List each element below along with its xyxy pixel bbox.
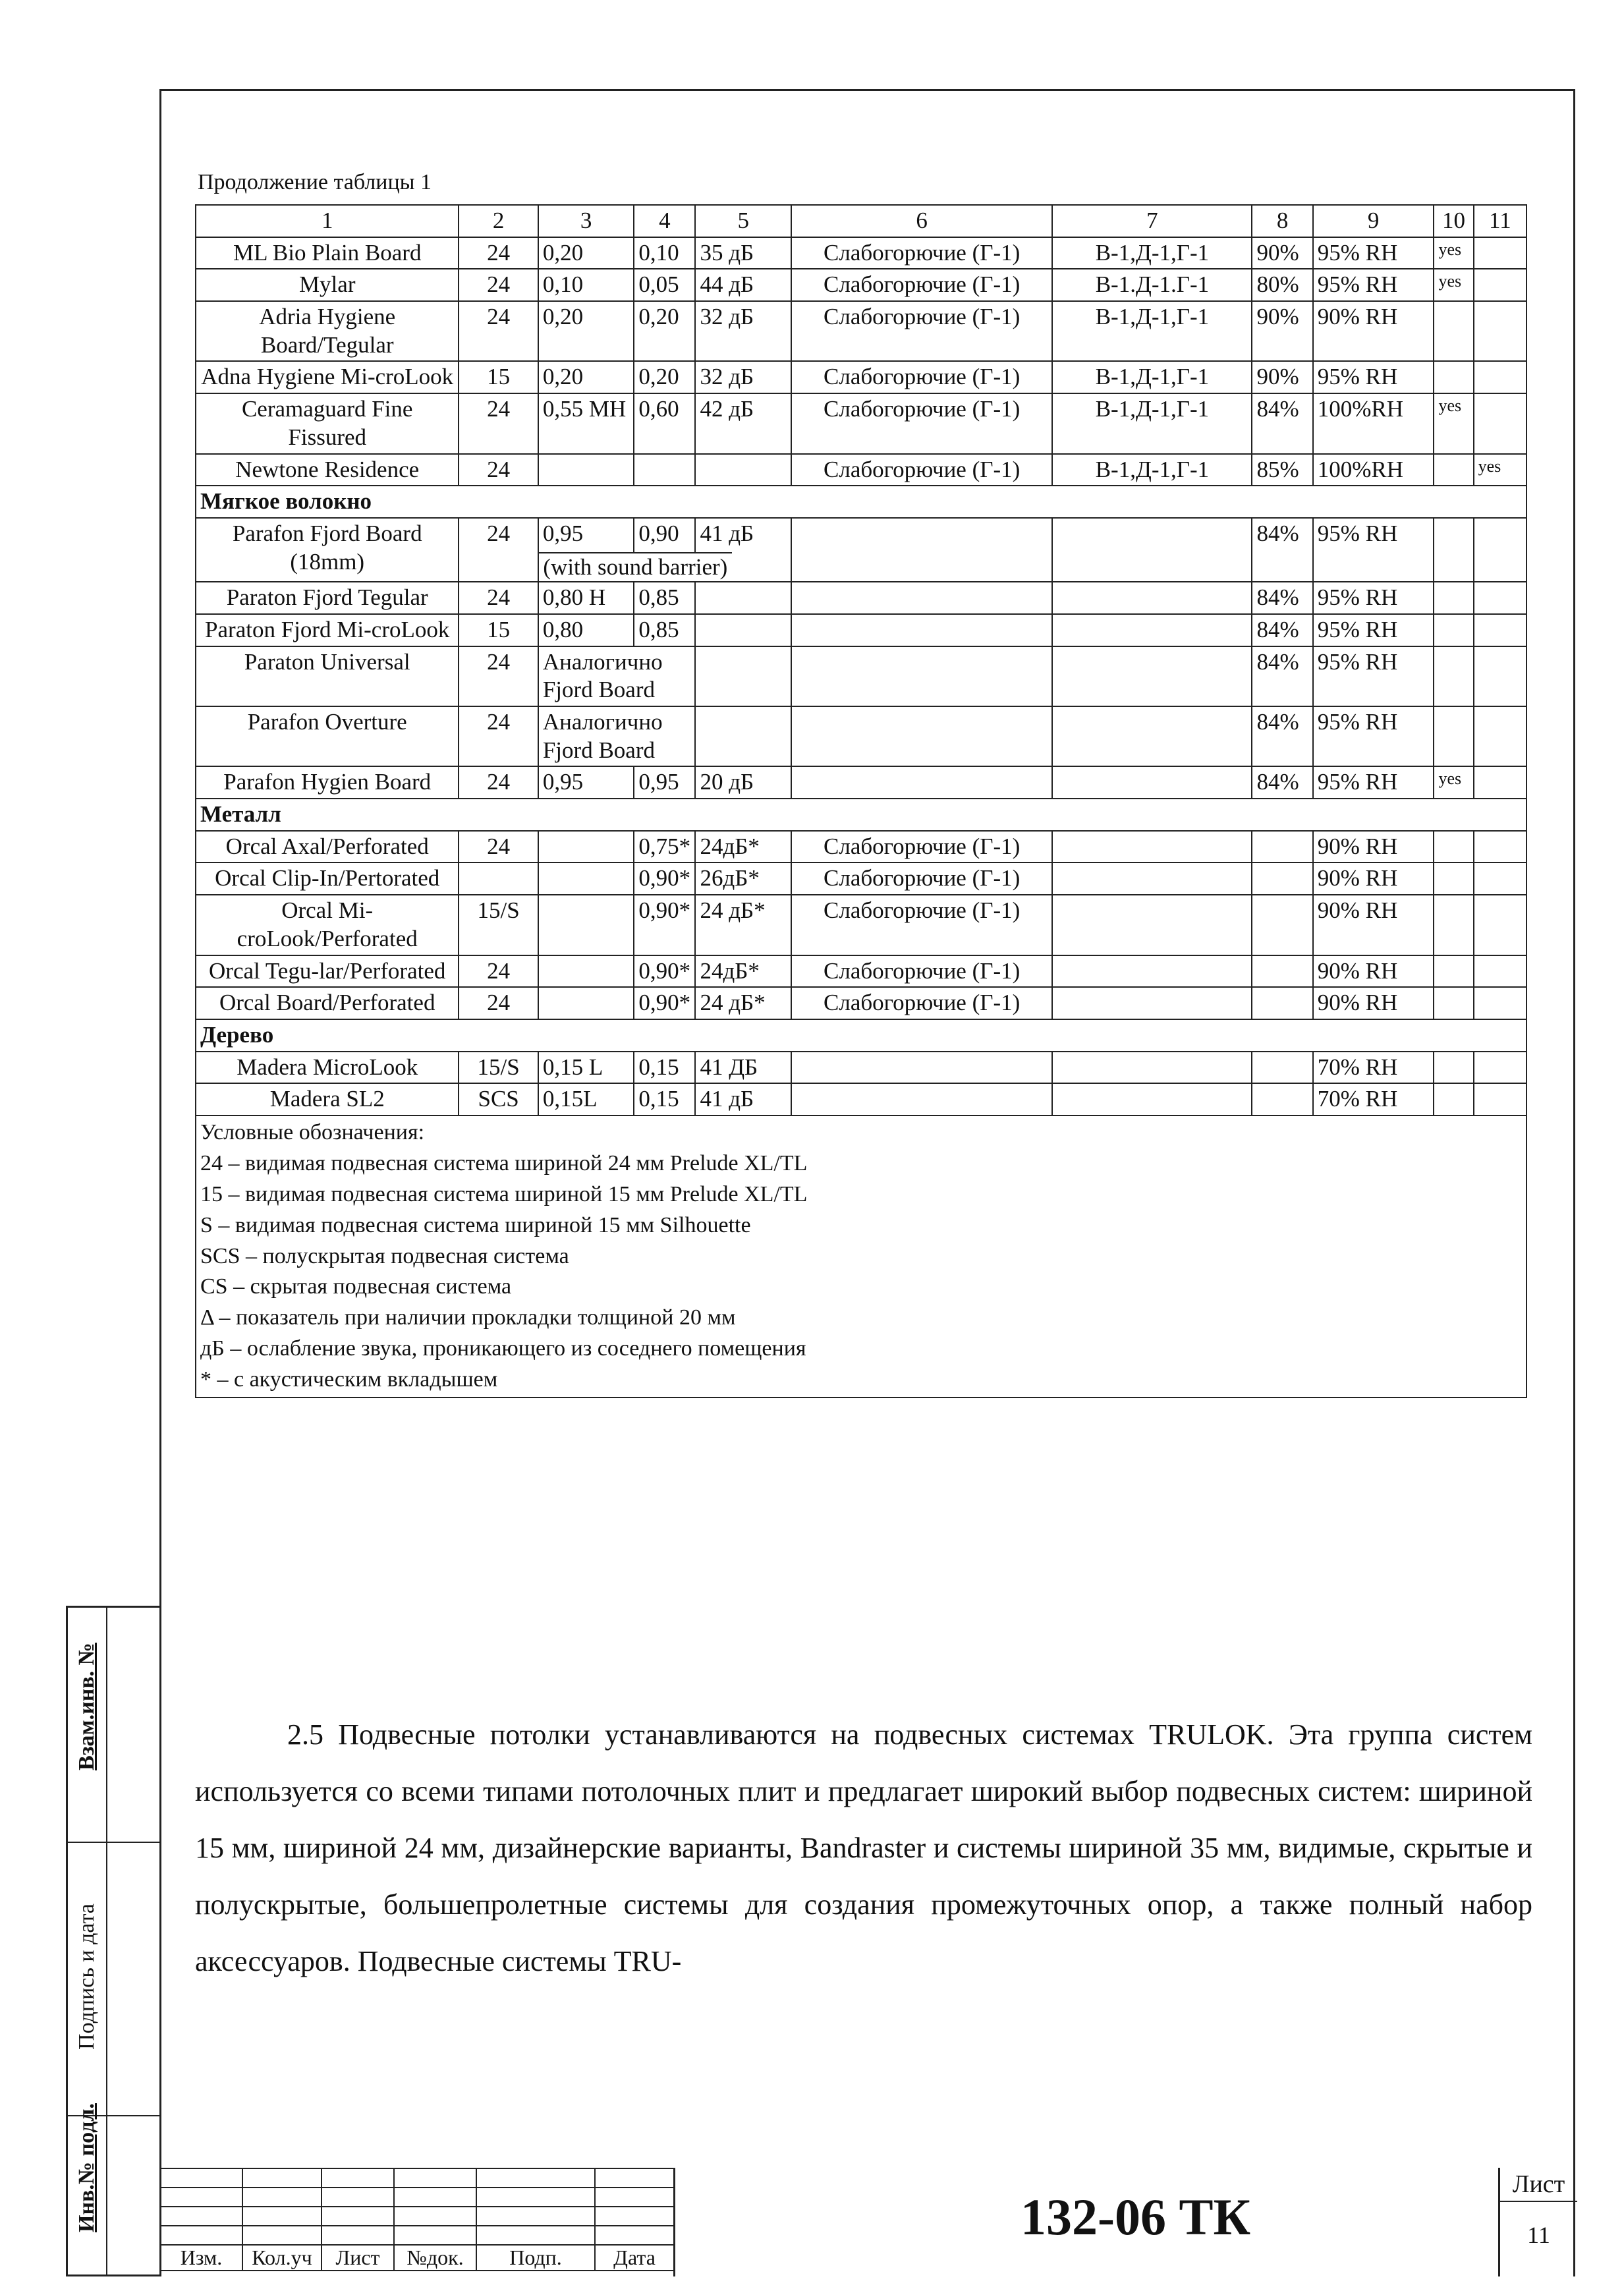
table-cell [791,706,1052,766]
table-row [196,361,1526,393]
table-cell: 0,20 [538,237,634,269]
table-cell [1474,1083,1526,1116]
table-cell: 90% RH [1313,831,1434,863]
table-header-row [196,205,1526,237]
table-row [196,269,1526,301]
section-label: Металл [196,799,1526,831]
table-cell: 0,05 [634,269,695,301]
table-row [196,582,1526,614]
table-cell [1252,1083,1312,1116]
document-code [673,2168,1596,2276]
table-cell [1434,955,1473,988]
table-cell [1052,614,1252,646]
table-cell: 41 дБ [695,518,791,582]
table-cell: 41 ДБ [695,1052,791,1084]
table-row [196,301,1526,361]
table-cell: 84% [1252,766,1312,799]
table-cell: 0,20 [634,301,695,361]
materials-table [195,204,1527,1398]
table-cell [1252,895,1312,955]
table-cell: 0,10 [634,237,695,269]
signature-date-label: Подпись и дата [74,1904,99,2050]
table-cell [1474,361,1526,393]
table-cell: 0,80 Н [538,582,634,614]
table-cell: 24 [459,987,538,1019]
table-cell [1434,454,1473,486]
table-cell: yes [1434,237,1473,269]
header-cell: 10 [1434,205,1473,237]
inv-podl-label: Инв.№ подл. [74,2103,99,2232]
section-label: Мягкое волокно [196,486,1526,518]
table-cell: 0,20 [538,361,634,393]
table-cell: 0,10 [538,269,634,301]
product-name-cell: Orcal Tegu-lar/Perforated [196,955,459,988]
table-cell: Аналогично Fjord Board [538,706,696,766]
table-cell: 95% RH [1313,237,1434,269]
title-block [159,2168,1575,2276]
legend-line: S – видимая подвесная система шириной 15 мм Silhouette [200,1212,751,1237]
table-cell: yes [1474,454,1526,486]
header-cell: 1 [196,205,459,237]
table-cell [1052,582,1252,614]
section-label: Дерево [196,1019,1526,1052]
table-cell: 95% RH [1313,518,1434,582]
table-row [196,393,1526,453]
table-cell: 24 [459,237,538,269]
product-name-cell: Orcal Axal/Perforated [196,831,459,863]
table-cell: 95% RH [1313,706,1434,766]
table-cell: 0,90 [634,518,695,582]
product-name-cell: Mylar [196,269,459,301]
table-cell [791,614,1052,646]
table-cell [1474,831,1526,863]
table-cell: 95% RH [1313,614,1434,646]
vzam-inv-label: Взам.инв. № [74,1643,99,1770]
product-name-cell: Orcal Mi-croLook/Perforated [196,895,459,955]
table-cell [791,582,1052,614]
table-cell: 15 [459,614,538,646]
table-cell: 90% RH [1313,862,1434,895]
sheet-number: 11 [1527,2222,1550,2248]
table-cell: 15 [459,361,538,393]
table-cell: 44 дБ [695,269,791,301]
table-cell: 80% [1252,269,1312,301]
table-cell: Слабогорючие (Г-1) [791,454,1052,486]
table-cell: 24 [459,706,538,766]
table-cell: 15/S [459,1052,538,1084]
table-cell [459,862,538,895]
table-cell: В-1.Д-1.Г-1 [1052,269,1252,301]
product-name-cell: Parafon Fjord Board (18mm) [196,518,459,582]
table-cell [1434,582,1473,614]
table-cell: 24 [459,766,538,799]
legend-line: 15 – видимая подвесная система шириной 15 мм Prelude XL/TL [200,1181,808,1206]
table-row [196,987,1526,1019]
table-cell: 0,85 [634,582,695,614]
header-cell: 11 [1474,205,1526,237]
table-cell: yes [1434,393,1473,453]
legend-line: * – с акустическим вкладышем [200,1367,498,1392]
table-cell [791,1052,1052,1084]
table-cell: 84% [1252,706,1312,766]
table-cell: 42 дБ [695,393,791,453]
section-row [196,799,1526,831]
table-cell [1434,361,1473,393]
table-cell [1252,1052,1312,1084]
table-cell [1434,614,1473,646]
legend-line: SCS – полускрытая подвесная система [200,1243,569,1268]
table-row [196,862,1526,895]
table-cell [1474,518,1526,582]
table-cell [1052,987,1252,1019]
table-cell [1052,831,1252,863]
table-cell [1434,987,1473,1019]
table-cell: 24 [459,454,538,486]
table-cell: 100%RH [1313,454,1434,486]
table-cell: В-1,Д-1,Г-1 [1052,361,1252,393]
table-cell: 24 [459,301,538,361]
table-row [196,1083,1526,1116]
table-cell [791,518,1052,582]
table-row [196,237,1526,269]
table-cell: 26дБ* [695,862,791,895]
table-cell: 0,60 [634,393,695,453]
table-cell [791,766,1052,799]
table-cell: 95% RH [1313,766,1434,799]
table-cell: 24 [459,269,538,301]
sheet-box [1498,2168,1577,2276]
table-cell: 24 дБ* [695,987,791,1019]
table-cell: 24 [459,518,538,582]
table-cell: 35 дБ [695,237,791,269]
table-cell: Слабогорючие (Г-1) [791,269,1052,301]
table-cell [1052,862,1252,895]
table-row [196,646,1526,706]
table-cell: 24 дБ* [695,895,791,955]
side-stamp [66,1606,159,2276]
table-row [196,766,1526,799]
table-cell [1252,955,1312,988]
table-cell: 95% RH [1313,582,1434,614]
table-cell: В-1,Д-1,Г-1 [1052,237,1252,269]
table-cell [695,706,791,766]
sheet-label: Лист [1500,2168,1577,2202]
table-cell: 95% RH [1313,646,1434,706]
product-name-cell: Newtone Residence [196,454,459,486]
table-cell: yes [1434,766,1473,799]
header-cell: 3 [538,205,634,237]
table-cell: 84% [1252,614,1312,646]
header-cell: 5 [695,205,791,237]
table-cell: 24дБ* [695,831,791,863]
table-cell [1052,1052,1252,1084]
table-row [196,1052,1526,1084]
table-cell: 0,90* [634,987,695,1019]
table-cell [1474,269,1526,301]
table-cell: В-1,Д-1,Г-1 [1052,393,1252,453]
table-cell: 0,15 [634,1083,695,1116]
table-cell: Слабогорючие (Г-1) [791,955,1052,988]
table-cell: 90% [1252,301,1312,361]
product-name-cell: Madera MicroLook [196,1052,459,1084]
table-cell: SCS [459,1083,538,1116]
product-name-cell: Orcal Clip-In/Pertorated [196,862,459,895]
table-cell [1474,862,1526,895]
table-cell: 84% [1252,393,1312,453]
product-name-cell: Paraton Fjord Mi-croLook [196,614,459,646]
table-cell [1474,614,1526,646]
table-cell: 0,55 МН [538,393,634,453]
section-row [196,1019,1526,1052]
table-cell: Слабогорючие (Г-1) [791,361,1052,393]
table-cell [1474,301,1526,361]
table-row [196,895,1526,955]
table-cell: 95% RH [1313,269,1434,301]
table-cell: 15/S [459,895,538,955]
product-name-cell: Paraton Universal [196,646,459,706]
table-cell [1052,895,1252,955]
table-cell [1434,862,1473,895]
table-row [196,614,1526,646]
table-cell: 0,20 [538,301,634,361]
table-cell [1474,895,1526,955]
table-cell [1252,862,1312,895]
header-cell: 4 [634,205,695,237]
table-cell: Слабогорючие (Г-1) [791,862,1052,895]
table-cell: Аналогично Fjord Board [538,646,696,706]
table-cell: Слабогорючие (Г-1) [791,895,1052,955]
table-cell: 0,15L [538,1083,634,1116]
table-cell [1434,706,1473,766]
table-cell [538,895,634,955]
legend-row [196,1116,1526,1398]
table-cell [1434,646,1473,706]
table-cell [791,1083,1052,1116]
product-name-cell: Madera SL2 [196,1083,459,1116]
side-stamp-divider [68,1842,159,1843]
table-cell [791,646,1052,706]
table-cell: 90% RH [1313,955,1434,988]
table-cell: Слабогорючие (Г-1) [791,237,1052,269]
body-paragraph: 2.5 Подвесные потолки устанавливаются на подвесных системах TRULOK. Эта группа систем используется со всеми типами потолочных плит и предлагает широкий выбор подвесных систем: шириной 15 мм, шириной 24 мм, дизайнерские варианты, Bandraster и системы шириной 35 мм, видимые, скрытые и полускрытые, большепролетные системы для создания промежуточных опор, а также полный набор аксессуаров. Подвесные системы TRU- [195,1718,1532,1977]
table-cell: 24 [459,955,538,988]
sound-barrier-note: (with sound barrier) [539,552,732,582]
stamp-column-label: Дата [595,2245,674,2271]
table-cell [1052,955,1252,988]
table-cell [538,831,634,863]
table-cell: 84% [1252,582,1312,614]
product-name-cell: ML Bio Plain Board [196,237,459,269]
table-cell: 0,90* [634,895,695,955]
table-cell: 0,80 [538,614,634,646]
table-cell: 0,75* [634,831,695,863]
header-cell: 9 [1313,205,1434,237]
table-cell: 24 [459,582,538,614]
table-cell [1474,766,1526,799]
table-cell [1474,237,1526,269]
header-cell: 6 [791,205,1052,237]
table-cell: 70% RH [1313,1083,1434,1116]
table-row [196,518,1526,582]
table-cell: 90% [1252,361,1312,393]
legend-line: Условные обозначения: [200,1119,425,1144]
table-cell: Слабогорючие (Г-1) [791,987,1052,1019]
legend-line: дБ – ослабление звука, проникающего из соседнего помещения [200,1336,806,1361]
table-cell: yes [1434,269,1473,301]
product-name-cell: Paraton Fjord Tegular [196,582,459,614]
table-cell: 100%RH [1313,393,1434,453]
table-cell [1474,582,1526,614]
table-cell: 0,90* [634,862,695,895]
table-cell [695,454,791,486]
table-cell [1052,1083,1252,1116]
table-cell [1434,301,1473,361]
header-cell: 2 [459,205,538,237]
stamp-column-label: Лист [322,2245,394,2271]
table-row [196,831,1526,863]
table-cell: 0,20 [634,361,695,393]
table-cell [1052,646,1252,706]
table-cell: В-1,Д-1,Г-1 [1052,454,1252,486]
table-cell: 0,15 L [538,1052,634,1084]
table-cell [695,646,791,706]
legend [196,1116,1526,1398]
table-cell [538,454,634,486]
table-cell: 84% [1252,518,1312,582]
revision-grid [159,2168,675,2271]
table-row [196,706,1526,766]
table-cell: 90% RH [1313,301,1434,361]
stamp-column-label: Изм. [160,2245,242,2271]
table-cell [1434,895,1473,955]
table-cell [1052,706,1252,766]
product-name-cell: Adria Hygiene Board/Tegular [196,301,459,361]
legend-line: Δ – показатель при наличии прокладки толщиной 20 мм [200,1305,736,1330]
product-name-cell: Parafon Hygien Board [196,766,459,799]
table-cell: 24 [459,831,538,863]
table-cell [1474,1052,1526,1084]
product-name-cell: Parafon Overture [196,706,459,766]
table-cell: 24дБ* [695,955,791,988]
section-row [196,486,1526,518]
table-caption: Продолжение таблицы 1 [198,170,432,194]
table-cell: 70% RH [1313,1052,1434,1084]
stamp-column-label: №док. [394,2245,476,2271]
table-cell [538,955,634,988]
table-cell [1434,1052,1473,1084]
stamp-column-label: Кол.уч [242,2245,322,2271]
product-name-cell: Ceramaguard Fine Fissured [196,393,459,453]
table-cell [1474,706,1526,766]
table-cell [1434,1083,1473,1116]
table-cell: 0,15 [634,1052,695,1084]
table-cell: 41 дБ [695,1083,791,1116]
table-cell: 0,95 [634,766,695,799]
product-name-cell: Adna Hygiene Mi-croLook [196,361,459,393]
table-cell [695,582,791,614]
product-name-cell: Orcal Board/Perforated [196,987,459,1019]
table-cell [1434,831,1473,863]
table-cell: 0,85 [634,614,695,646]
table-cell: 90% [1252,237,1312,269]
table-cell [1252,987,1312,1019]
table-cell [1252,831,1312,863]
table-cell: 95% RH [1313,361,1434,393]
table-cell: 0,90* [634,955,695,988]
table-row [196,955,1526,988]
table-cell [1052,518,1252,582]
table-cell: Слабогорючие (Г-1) [791,831,1052,863]
table-cell [538,862,634,895]
table-cell [695,614,791,646]
table-cell [1474,393,1526,453]
legend-line: CS – скрытая подвесная система [200,1274,512,1299]
fjord-col3-value: 0,95 [542,520,584,546]
table-cell [634,454,695,486]
table-row [196,454,1526,486]
table-cell: Слабогорючие (Г-1) [791,393,1052,453]
table-cell: В-1,Д-1,Г-1 [1052,301,1252,361]
table-cell [1474,646,1526,706]
table-cell: 32 дБ [695,301,791,361]
table-cell [1434,518,1473,582]
table-cell [1052,766,1252,799]
table-cell [1474,987,1526,1019]
table-cell: 90% RH [1313,987,1434,1019]
stamp-column-label: Подп. [476,2245,595,2271]
table-cell: 24 [459,393,538,453]
table-cell: Слабогорючие (Г-1) [791,301,1052,361]
table-cell: 85% [1252,454,1312,486]
header-cell: 7 [1052,205,1252,237]
table-cell: 90% RH [1313,895,1434,955]
table-cell: 20 дБ [695,766,791,799]
header-cell: 8 [1252,205,1312,237]
document-code-text: 132-06 ТК [1020,2188,1251,2246]
legend-line: 24 – видимая подвесная система шириной 24 мм Prelude XL/TL [200,1150,808,1175]
table-cell [538,987,634,1019]
table-cell: 0,95 [538,766,634,799]
table-cell: 24 [459,646,538,706]
table-cell: 32 дБ [695,361,791,393]
table-cell [1474,955,1526,988]
table-cell: 84% [1252,646,1312,706]
